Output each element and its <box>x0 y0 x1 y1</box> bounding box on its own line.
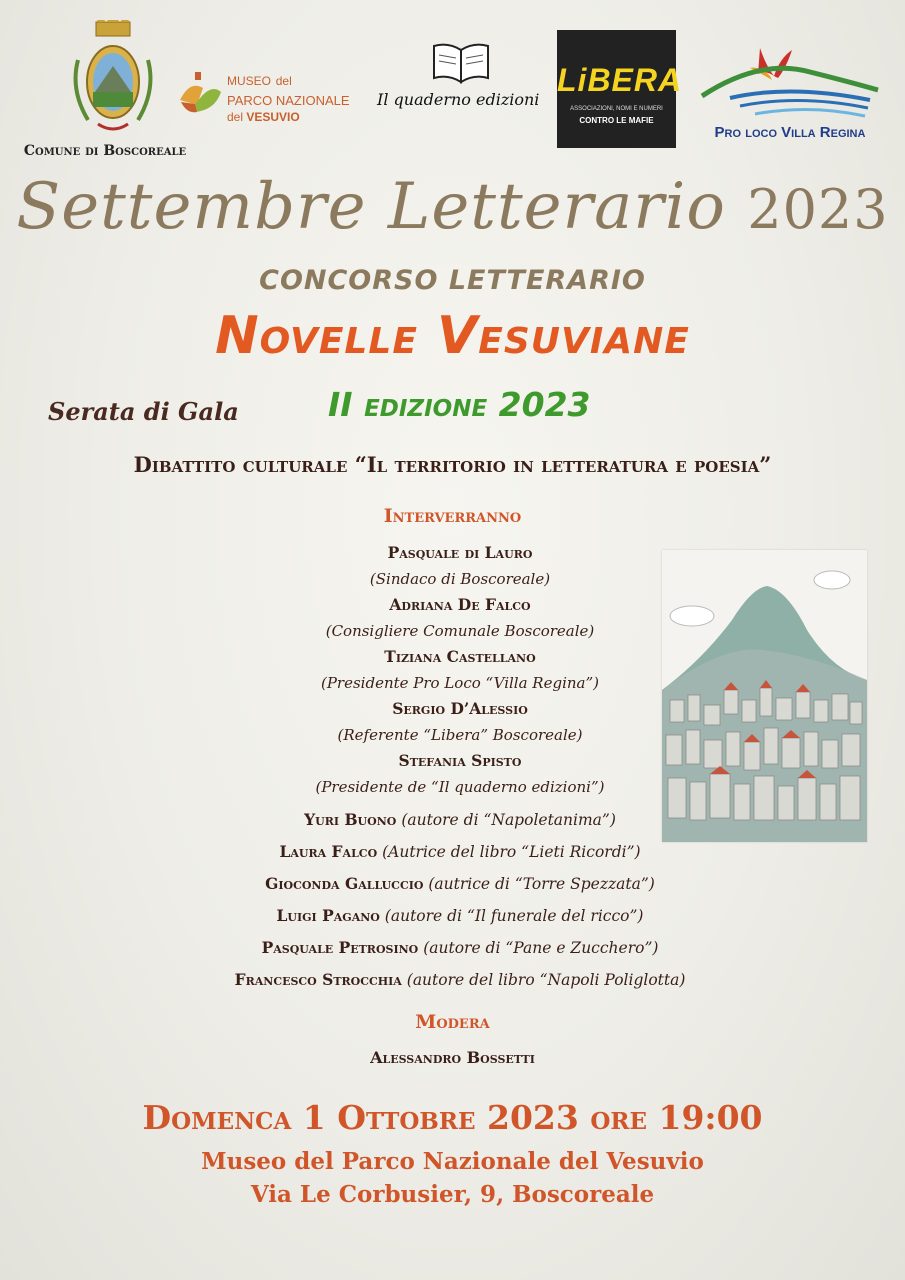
speaker-role: (Presidente de “Il quaderno edizioni”) <box>315 778 605 796</box>
speaker-name: Francesco Strocchia <box>234 970 402 989</box>
speaker-name: Tiziana Castellano <box>384 647 536 666</box>
museo-logo <box>175 60 365 130</box>
speaker-name: Yuri Buono <box>304 810 397 829</box>
speaker-name: Sergio D’Alessio <box>392 699 528 718</box>
edition-year: 2023 <box>498 385 591 424</box>
proloco-emblem-icon <box>700 38 880 118</box>
speaker-11 <box>140 964 780 996</box>
speaker-9 <box>140 900 780 932</box>
libera-logo <box>557 30 683 148</box>
speaker-name: Pasquale di Lauro <box>387 543 533 562</box>
edition-word: EDIZIONE <box>364 396 488 422</box>
speakers-heading: Interverranno <box>383 505 522 527</box>
libera-word: LiBERA <box>557 62 683 98</box>
edition-num: II <box>328 385 353 424</box>
speaker-10 <box>140 932 780 964</box>
libera-sub2: CONTRO LE MAFIE <box>579 116 654 125</box>
speaker-role: (autore di “Il funerale del ricco”) <box>384 907 644 925</box>
speaker-role: (autore del libro “Napoli Poliglotta) <box>406 971 686 989</box>
speaker-name: Laura Falco <box>279 842 378 861</box>
museo-parco: PARCO NAZIONALE <box>227 93 350 108</box>
event-title <box>0 170 905 244</box>
speaker-role: (Referente “Libera” Boscoreale) <box>337 726 583 744</box>
speaker-role: (Presidente Pro Loco “Villa Regina”) <box>320 674 599 692</box>
moderator-heading: Modera <box>415 1011 490 1033</box>
event-venue: Museo del Parco Nazionale del Vesuvio <box>201 1148 704 1175</box>
moderator-name: Alessandro Bossetti <box>370 1048 535 1067</box>
speaker-name: Pasquale Petrosino <box>261 938 419 957</box>
event-address: Via Le Corbusier, 9, Boscoreale <box>250 1181 655 1208</box>
museo-word: MUSEO <box>227 74 272 88</box>
speaker-role: (autore di “Pane e Zucchero”) <box>423 939 659 957</box>
speaker-name: Luigi Pagano <box>276 906 380 925</box>
contest-name: Novelle Vesuviane <box>215 306 690 366</box>
speaker-8 <box>140 868 780 900</box>
event-date: Domenca 1 Ottobre 2023 ore 19:00 <box>142 1098 763 1137</box>
comune-crest-logo <box>68 20 158 140</box>
museo-del2: del <box>227 110 244 124</box>
serata-label: Serata di Gala <box>48 397 239 426</box>
quaderno-label: Il quaderno edizioni <box>377 90 540 109</box>
museo-del: del <box>275 74 292 88</box>
speaker-role: (autrice di “Torre Spezzata”) <box>428 875 655 893</box>
speaker-name: Gioconda Galluccio <box>265 874 424 893</box>
speaker-name: Adriana De Falco <box>389 595 531 614</box>
libera-sub: ASSOCIAZIONI, NOMI E NUMERI <box>570 106 663 112</box>
speaker-role: (autore di “Napoletanima”) <box>401 811 616 829</box>
event-title-year: 2023 <box>747 178 889 241</box>
speaker-role: (Autrice del libro “Lieti Ricordi”) <box>382 843 641 861</box>
comune-label: Comune di Boscoreale <box>23 143 187 159</box>
edition-label <box>328 385 591 424</box>
open-book-icon <box>430 40 492 85</box>
debate-title: Dibattito culturale “Il territorio in letteratura e poesia” <box>133 452 772 477</box>
vesuvius-painting <box>662 550 867 842</box>
concorso-subtitle: CONCORSO LETTERARIO <box>259 265 646 296</box>
proloco-label: Pro loco Villa Regina <box>714 124 866 141</box>
event-title-main: Settembre Letterario <box>16 170 726 244</box>
museo-vesuvio: VESUVIO <box>246 110 300 124</box>
speaker-role: (Consigliere Comunale Boscoreale) <box>325 622 595 640</box>
museo-emblem-icon <box>175 70 225 120</box>
speaker-name: Stefania Spisto <box>398 751 522 770</box>
speaker-role: (Sindaco di Boscoreale) <box>369 570 551 588</box>
